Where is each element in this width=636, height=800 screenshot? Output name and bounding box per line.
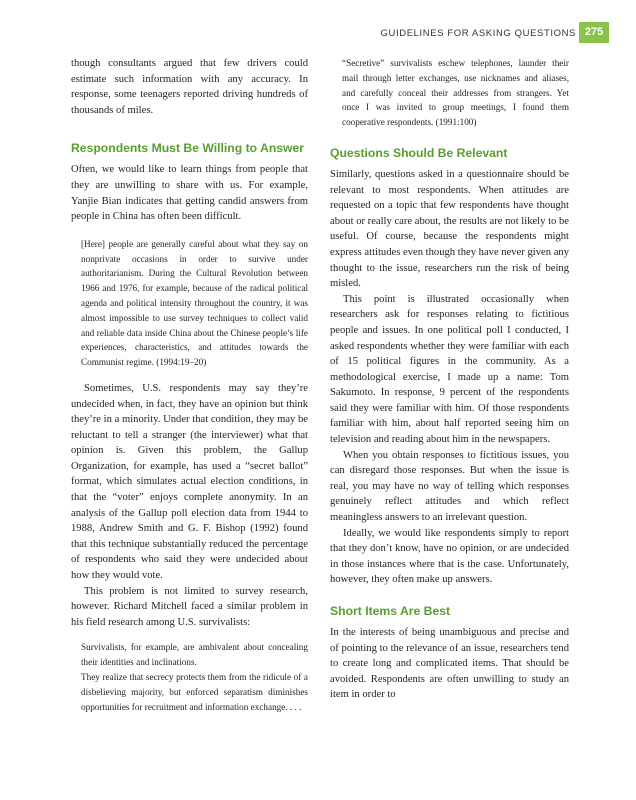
paragraph: Similarly, questions asked in a questionnaire should be relevant to most respondents. When attitudes are requested on a topic that few respondents have thought about or really care about, the results are not likely to be useful. Of course, because the respondents might express attitudes even though they have never given any thought to the issue, researchers run the risk of being misled. bbox=[330, 168, 569, 290]
paragraph: Often, we would like to learn things from people that they are unwilling to share with us. For example, Yanjie Bian indicates that getting candid answers from people in China has often been difficult. bbox=[71, 164, 308, 223]
paragraph: When you obtain responses to fictitious issues, you can disregard those responses. But when the issue is real, you may have no way of telling which responses genuinely reflect attitudes and which reflect meaningless answers to an irrelevant question. bbox=[330, 449, 569, 524]
block-quote-text: Survivalists, for example, are ambivalent about concealing their identities and inclinations. bbox=[81, 642, 308, 668]
section-heading-willing-to-answer: Respondents Must Be Willing to Answer bbox=[71, 141, 305, 156]
left-column bbox=[71, 56, 308, 714]
block-quote-text: [Here] people are generally careful about what they say on nonprivate occasions in order to survive under authoritarianism. During the Cultural Revolution between 1966 and 1976, for example, because of the radical political agenda and political intensity throughout the country, it was almost impossible to use survey techniques to collect valid and reliable data inside China about the Chinese people’s life experiences, characteristics, and attitudes towards the Communist regime. (1994:19–20) bbox=[81, 238, 308, 368]
paragraph: Ideally, we would like respondents simply to report that they don’t know, have no opinion, or are undecided in those instances where that is the case. Unfortunately, however, they often make up answers. bbox=[330, 527, 569, 586]
block-quote-text: They realize that secrecy protects them from the ridicule of a disbelieving majority, but enforced separatism diminishes opportunities for recruitment and information exchange. . . . bbox=[81, 672, 308, 712]
page-number-badge: 275 bbox=[579, 22, 609, 43]
block-quote-text: “Secretive” survivalists eschew telephones, launder their mail through letter exchanges, use nicknames and aliases, and carefully conceal their addresses from strangers. Yet once I was invited to group meetings, I found them cooperative respondents. (1991:100) bbox=[342, 58, 569, 128]
block-quote-mitchell bbox=[81, 640, 308, 714]
paragraph: In the interests of being unambiguous and precise and of pointing to the relevance of an issue, researchers tend to create long and complicated items. That should be avoided. Respondents are often unwilling to study an item in order to bbox=[330, 627, 569, 701]
right-column bbox=[330, 56, 569, 703]
block-quote-bian bbox=[81, 237, 308, 370]
paragraph: This problem is not limited to survey research, however. Richard Mitchell faced a similar problem in his field research among U.S. survivalists: bbox=[71, 585, 308, 628]
paragraph: Sometimes, U.S. respondents may say they’re undecided when, in fact, they have an opinion but think they’re in a minority. Under that condition, they may be reluctant to tell a stranger (the interviewer) what that opinion is. Given this problem, the Gallup Organization, for example, has used a “secret ballot” format, which simulates actual election conditions, in that the “voter” enjoys complete anonymity. In an analysis of the Gallup poll election data from 1944 to 1988, Andrew Smith and G. F. Bishop (1992) found that this technique substantially reduced the percentage of respondents who said they were undecided about how they would vote. bbox=[71, 382, 308, 582]
paragraph: This point is illustrated occasionally when researchers ask for responses relating to fictitious people and issues. In one political poll I conducted, I asked respondents whether they were familiar with each of 15 political figures in the community. As a methodological exercise, I made up a name: Tom Sakumoto. In response, 9 percent of the respondents said they were familiar with him. Of those respondents familiar with him, about half reported seeing him on television and reading about him in the newspapers. bbox=[330, 293, 569, 446]
chapter-running-title: GUIDELINES FOR ASKING QUESTIONS bbox=[380, 28, 576, 39]
section-heading-short-items: Short Items Are Best bbox=[330, 604, 451, 619]
section-heading-questions-relevant: Questions Should Be Relevant bbox=[330, 145, 508, 160]
block-quote-continued bbox=[342, 56, 569, 130]
intro-paragraph: though consultants argued that few drivers could estimate such information with any accuracy. In response, some teenagers reported driving hundreds of thousands of miles. bbox=[71, 58, 308, 116]
